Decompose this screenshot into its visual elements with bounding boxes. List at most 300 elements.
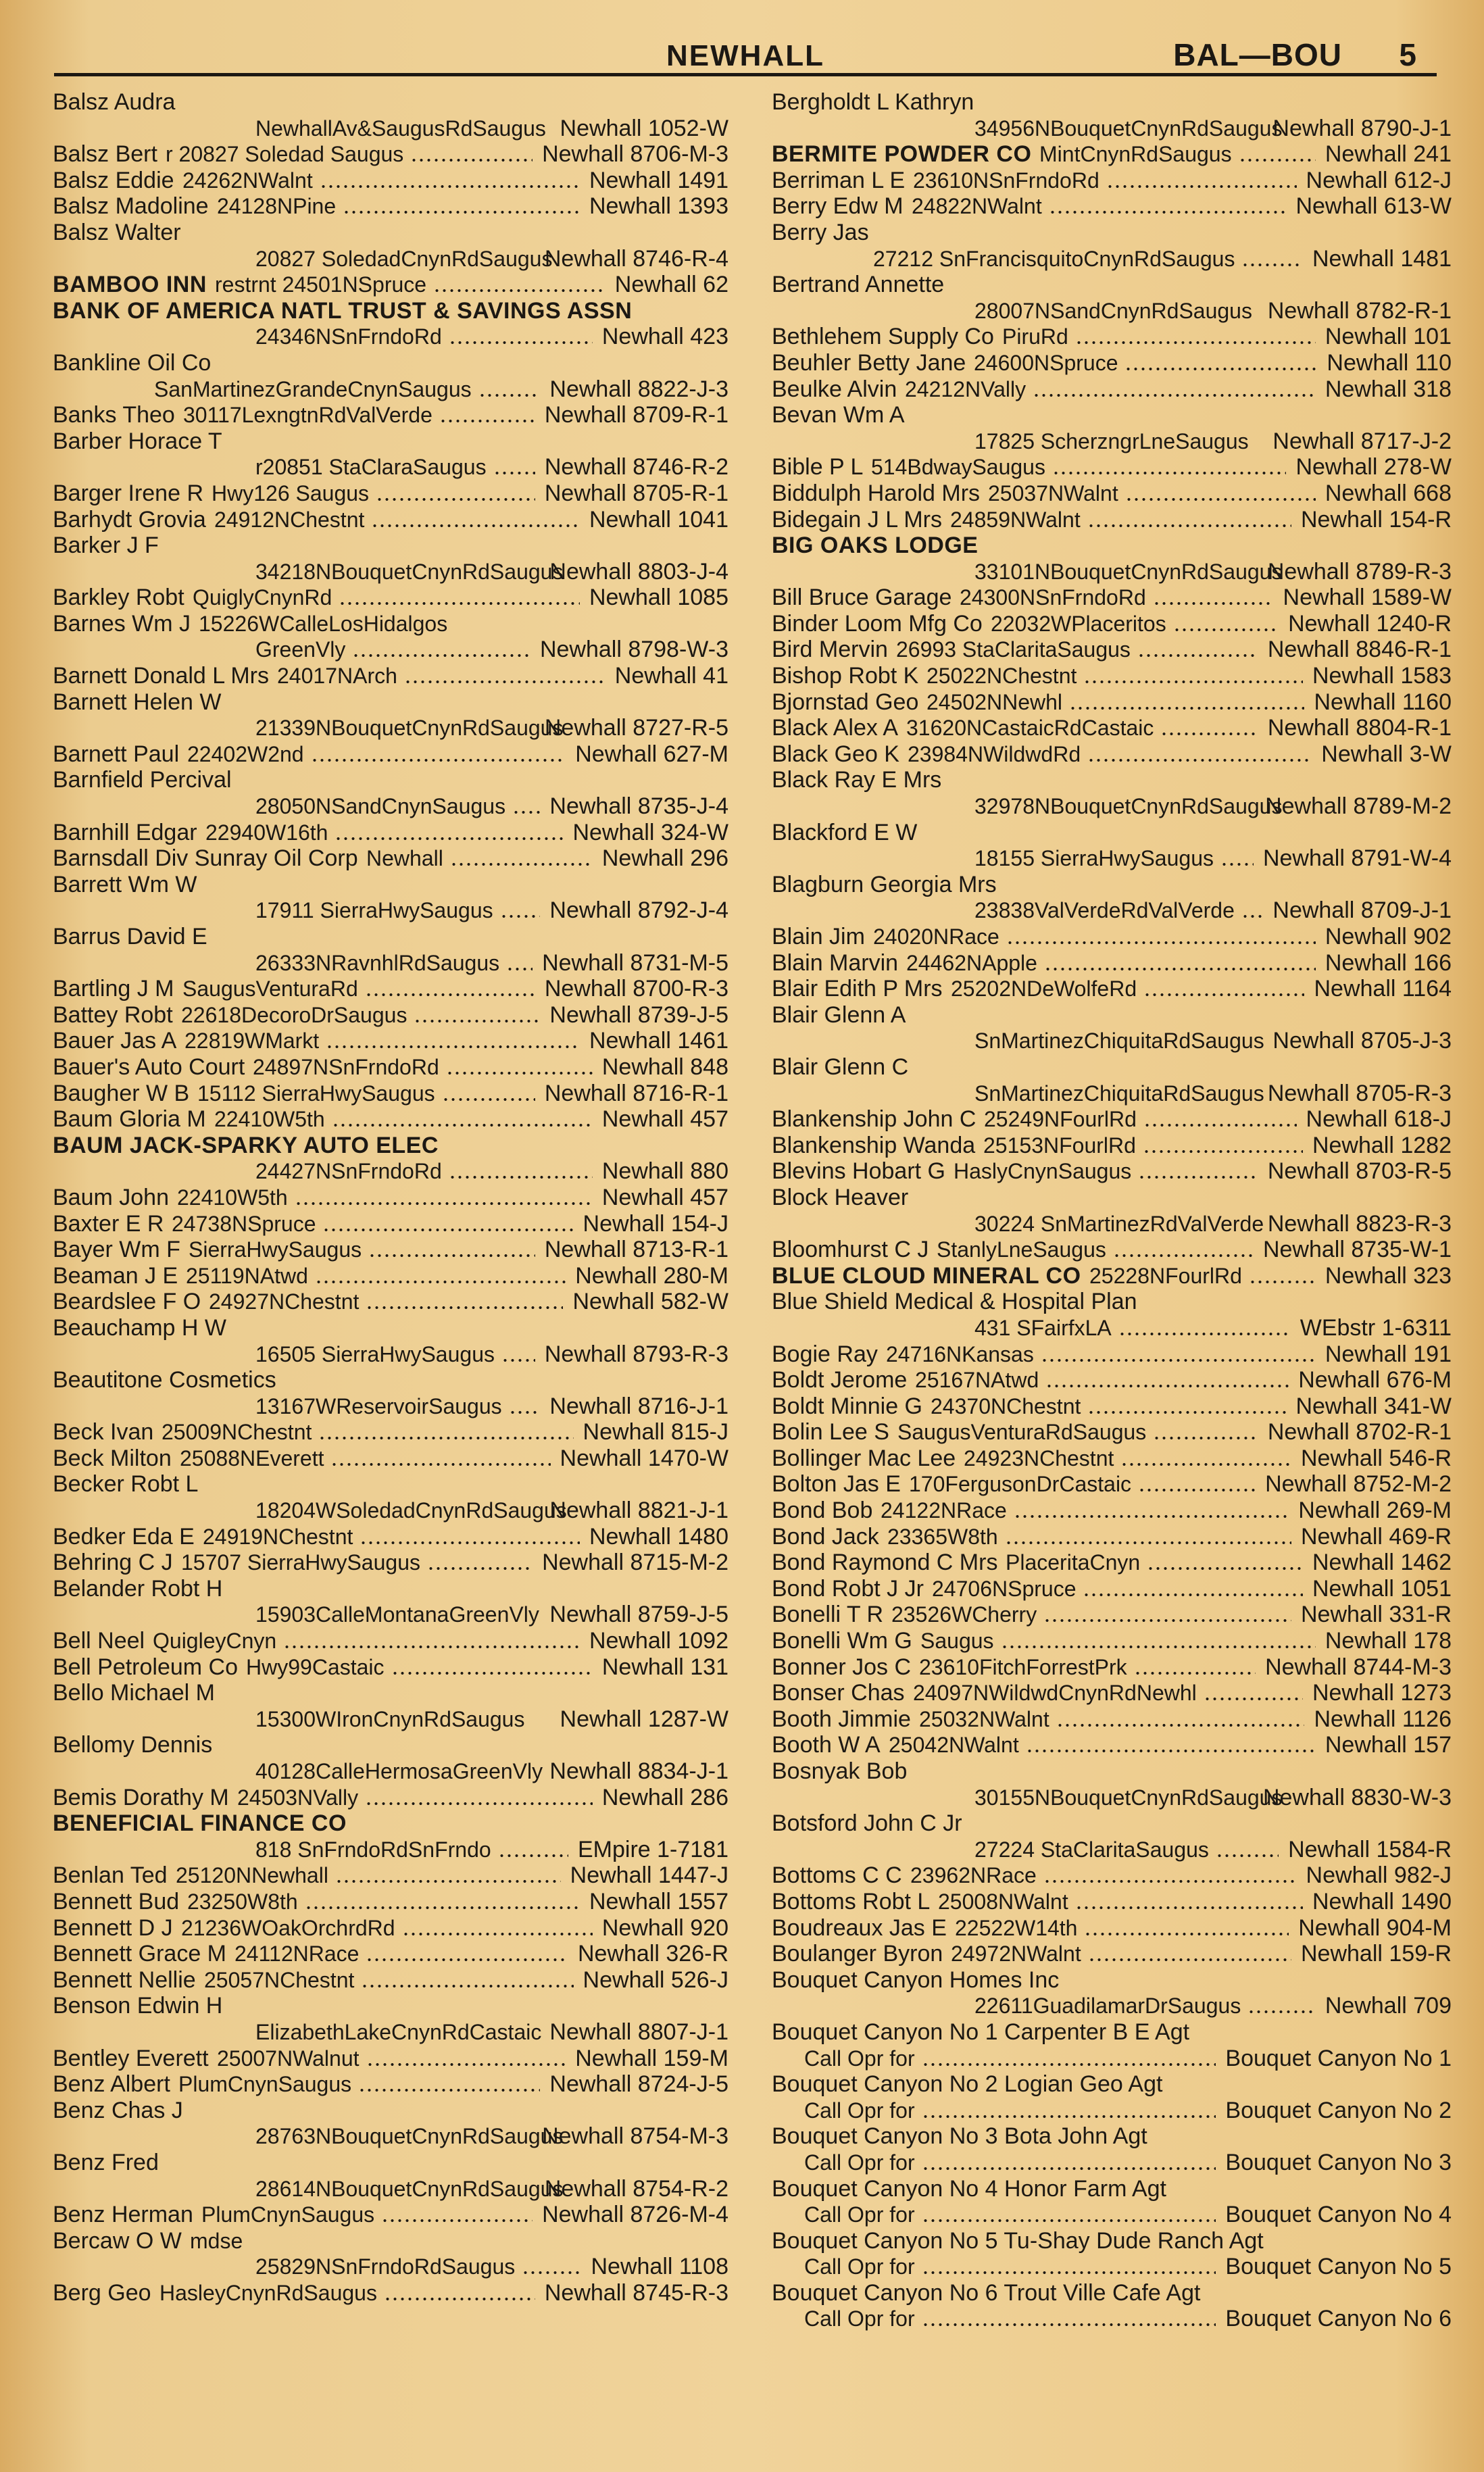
listing-name: Bishop Robt K [772,663,919,689]
leader-dots [450,863,593,866]
leader-dots [305,1906,580,1909]
listing-line [53,1862,728,1889]
listing-line [53,897,728,924]
listing-address: 15112 SierraHwySaugus [197,1081,435,1106]
listing-line [53,976,728,1002]
listing-line [53,585,728,611]
listing-line [772,1628,1452,1654]
listing-name: Bouquet Canyon No 4 Honor Farm Agt [772,2175,1166,2202]
listing-name: Balsz Bert [53,141,157,168]
leader-dots [1052,472,1286,474]
listing-line [53,872,728,898]
listing-line [53,793,728,820]
listing-phone: Newhall 1160 [1314,689,1452,715]
listing-phone: Newhall 8717-J-2 [1272,428,1452,454]
listing-line [772,1993,1452,2019]
listing-address: 24600NSpruce [974,350,1118,375]
listing-phone: Newhall 1273 [1312,1680,1452,1706]
listing-name: Benz Fred [53,2149,159,2175]
listing-phone: Newhall 8792-J-4 [549,897,728,924]
listing-name: Barker J F [53,533,159,559]
leader-dots [1220,863,1254,866]
listing-line [53,1837,728,1863]
listing-address: 24262NWalnt [182,168,313,193]
listing-name: Bennett Grace M [53,1941,227,1967]
listing-line [772,2202,1452,2228]
listing-phone: WEbstr 1-6311 [1300,1314,1452,1341]
listing-address: PlumCnynSaugus [201,2202,375,2227]
listing-line [53,2019,728,2046]
leader-dots [922,2271,1216,2274]
leader-dots [322,1229,574,1231]
listing-phone: Newhall 1490 [1312,1888,1452,1914]
listing-line [772,1028,1452,1054]
listing-name: Beautitone Cosmetics [53,1367,276,1393]
listing-phone: Newhall 8754-R-2 [544,2175,728,2202]
listing-phone: Newhall 341-W [1295,1393,1452,1419]
listing-line [772,2228,1452,2254]
leader-dots [922,2323,1216,2326]
listing-address: 23610FitchForrestPrk [919,1654,1127,1679]
listing-line [772,1654,1452,1681]
listing-name: Blair Glenn A [772,1002,906,1028]
listing-phone: Newhall 8789-R-3 [1267,558,1452,585]
listing-line [53,1810,728,1837]
listing-address: 24462NApple [906,950,1037,975]
leader-dots [1113,1254,1254,1257]
listing-line [772,2098,1452,2124]
listing-line [772,2306,1452,2332]
listing-address: 24923NChestnt [964,1445,1114,1470]
listing-line [772,1837,1452,1863]
leader-dots [1143,1150,1303,1153]
listing-phone: Newhall 8746-R-2 [544,454,728,480]
listing-address: Call Opr for [804,2098,915,2123]
listing-line [772,533,1452,559]
listing-name: Barber Horace T [53,428,222,454]
listing-line [772,976,1452,1002]
leader-dots [522,2271,581,2274]
leader-dots [295,1202,593,1205]
listing-line [772,689,1452,716]
listing-line [772,1211,1452,1237]
listing-name: Balsz Eddie [53,167,174,193]
leader-dots [1153,602,1274,605]
listing-name: Bogie Ray [772,1341,878,1367]
listing-line [772,1967,1452,1994]
listing-name: Beck Ivan [53,1419,154,1445]
leader-dots [449,1176,593,1179]
listing-line [53,2046,728,2072]
listing-line [772,1263,1452,1289]
listing-line [53,559,728,585]
leader-dots [1106,185,1297,188]
listing-line [53,1393,728,1420]
listing-address: mdse [190,2228,243,2253]
leader-dots [381,2219,533,2222]
listing-name: Barnett Helen W [53,689,222,715]
listing-name: Blair Edith P Mrs [772,976,943,1002]
listing-phone: Newhall 323 [1325,1262,1452,1289]
listing-name: Berriman L E [772,167,906,193]
listing-phone: Newhall 110 [1327,349,1452,376]
listing-address: restrnt 24501NSpruce [215,272,427,297]
listing-name: Bonser Chas [772,1680,905,1706]
leader-dots [365,1802,593,1805]
leader-dots [1241,264,1303,266]
listing-address: 23526WCherry [891,1602,1037,1627]
listing-line [53,2123,728,2150]
listing-line [772,193,1452,220]
listing-address: 25120NNewhall [176,1863,328,1888]
listing-line [53,2071,728,2098]
leader-dots [1001,1646,1316,1648]
leader-dots [315,1281,566,1283]
listing-line [53,507,728,533]
leader-dots [320,185,580,188]
listing-line [53,1628,728,1654]
listing-line [772,1498,1452,1524]
leader-dots [1006,941,1316,944]
page-number: 5 [1399,37,1416,72]
listing-phone: Newhall 8705-R-3 [1267,1080,1452,1106]
listing-name: Bollinger Mac Lee [772,1445,956,1471]
listing-name: Bond Raymond C Mrs [772,1550,998,1576]
listing-name: Bankline Oil Co [53,349,212,376]
listing-address: HasleyCnynRdSaugus [159,2280,377,2305]
listing-line [53,1028,728,1054]
listing-address: 32978NBouquetCnynRdSaugus [974,794,1283,819]
listing-phone: Newhall 618-J [1306,1106,1452,1133]
listing-line [772,89,1452,116]
listing-address: HaslyCnynSaugus [954,1159,1132,1184]
listing-name: Blagburn Georgia Mrs [772,871,997,897]
listing-line [772,1471,1452,1498]
leader-dots [478,394,540,397]
leader-dots [1216,1854,1279,1857]
listing-line [772,1915,1452,1942]
listing-address: 24212NVally [905,376,1027,401]
listing-name: Barhydt Grovia [53,506,206,533]
listing-line [53,1706,728,1733]
leader-dots [1056,1724,1304,1727]
leader-dots [1138,1176,1258,1179]
listing-line [53,1967,728,1994]
leader-dots [1044,968,1316,970]
listing-name: Benz Albert [53,2071,170,2098]
listing-name: Boldt Jerome [772,1367,908,1393]
leader-dots [512,811,540,814]
leader-dots [1041,1359,1316,1362]
leader-dots [335,837,563,840]
listing-name: Bolin Lee S [772,1419,889,1445]
listing-line [53,141,728,168]
leader-dots [1143,993,1304,996]
listing-phone: Newhall 582-W [572,1289,728,1315]
listing-name: Bentley Everett [53,2045,209,2071]
leader-dots [506,968,533,970]
listing-line [772,272,1452,298]
listing-name: Bouquet Canyon Homes Inc [772,1967,1060,1993]
listing-name: Bedker Eda E [53,1523,195,1550]
leader-dots [1087,759,1312,762]
listing-address: 21339NBouquetCnynRdSaugus [255,716,564,741]
listing-line [53,689,728,716]
listing-phone: Newhall 157 [1325,1732,1452,1758]
listing-business-name: BANK OF AMERICA NATL TRUST & SAVINGS ASSN [53,297,633,324]
listing-address: 23838ValVerdeRdValVerde [974,898,1235,923]
listing-phone: Newhall 1092 [589,1628,728,1654]
listing-name: Blair Glenn C [772,1054,909,1080]
listing-phone: Newhall 8716-R-1 [544,1080,728,1106]
listing-address: 170FergusonDrCastaic [909,1472,1132,1497]
listing-line [53,950,728,977]
listing-line [772,2046,1452,2072]
listing-phone: Newhall 8705-J-3 [1272,1028,1452,1054]
listing-phone: Newhall 1287-W [560,1706,728,1732]
leader-dots [410,159,533,162]
listing-address: 24927NChestnt [209,1289,360,1314]
leader-dots [1173,628,1279,631]
listing-name: Beulke Alvin [772,376,897,402]
leader-dots [330,1463,551,1466]
listing-name: Bellomy Dennis [53,1732,213,1758]
leader-dots [1118,1333,1291,1335]
listing-line [53,767,728,793]
listing-line [53,1237,728,1263]
listing-line [772,1445,1452,1472]
listing-line [772,872,1452,898]
listing-phone: Newhall 1108 [591,2254,728,2280]
listing-line [772,1680,1452,1706]
listing-address: 17911 SierraHwySaugus [255,898,493,923]
listing-line [772,507,1452,533]
leader-dots [368,1254,535,1257]
leader-dots [433,289,605,292]
listing-phone: Newhall 8735-W-1 [1262,1237,1452,1263]
listing-line [53,2176,728,2202]
listing-phone: Newhall 1461 [589,1028,728,1054]
listing-address: SaugusVenturaRd [182,977,358,1002]
listing-phone: Newhall 8790-J-1 [1272,115,1452,141]
listing-line [772,637,1452,663]
listing-line [772,845,1452,872]
listing-line [772,924,1452,950]
listing-phone: Newhall 880 [601,1158,728,1185]
listing-line [772,1054,1452,1081]
listing-name: Bonelli Wm G [772,1628,912,1654]
listing-line [772,820,1452,846]
listing-line [53,193,728,220]
listing-name: Bouquet Canyon No 5 Tu-Shay Dude Ranch Agt [772,2227,1264,2254]
listing-line [53,1758,728,1785]
listing-line [772,168,1452,194]
listing-name: Bercaw O W [53,2227,182,2254]
listing-line [772,1341,1452,1368]
listing-phone: Newhall 546-R [1301,1445,1452,1471]
listing-line [53,1002,728,1029]
listing-phone: Newhall 8791-W-4 [1262,845,1452,872]
listing-line [772,2176,1452,2202]
listing-address: 25249NFourlRd [984,1107,1137,1132]
leader-dots [360,1541,580,1544]
listing-address: 24020NRace [873,924,999,949]
listing-address: 24503NVally [237,1785,359,1810]
listing-line [772,2150,1452,2176]
leader-dots [427,1567,533,1570]
listing-line [772,1289,1452,1315]
listing-name: Bello Michael M [53,1680,215,1706]
listing-name: Beck Milton [53,1445,172,1471]
listing-line [53,1054,728,1081]
listing-name: Bottoms Robt L [772,1888,931,1914]
listing-name: Berg Geo [53,2279,151,2306]
listing-name: Behring C J [53,1550,173,1576]
listing-line [772,402,1452,428]
leader-dots [371,524,580,527]
listing-address: 24017NArch [277,664,397,689]
listing-name: Block Heaver [772,1184,909,1210]
listing-name: Balsz Audra [53,89,176,115]
listing-line [53,533,728,559]
listing-address: 25042NWalnt [889,1733,1019,1758]
listing-name: Banks Theo [53,402,175,428]
listing-phone: Newhall 318 [1325,376,1452,402]
listing-address: Hwy99Castaic [246,1654,385,1679]
listing-phone: Newhall 296 [601,845,728,872]
leader-dots [1075,1906,1303,1909]
listing-address: Call Opr for [804,2254,915,2279]
listing-address: 23984NWildwdRd [908,741,1081,766]
listing-line [53,402,728,428]
listing-line [772,1785,1452,1811]
listing-phone: Newhall 1470-W [560,1445,728,1471]
listing-phone: Newhall 269-M [1298,1498,1452,1524]
listing-line [772,350,1452,376]
listing-phone: Bouquet Canyon No 4 [1225,2202,1452,2228]
listing-address: 25153NFourlRd [983,1133,1136,1158]
listing-line [772,1106,1452,1133]
listing-address: 20827 SoledadCnynRdSaugus [255,246,553,271]
leader-dots [335,1880,561,1883]
listing-line [772,1133,1452,1159]
leader-dots [501,1359,535,1362]
listing-name: Boudreaux Jas E [772,1914,947,1941]
listing-address: 24859NWalnt [950,507,1081,532]
leader-dots [1125,498,1316,501]
listing-line [53,220,728,246]
listing-phone: Newhall 612-J [1306,167,1452,193]
listing-line [772,1081,1452,1107]
listing-phone: Newhall 101 [1325,324,1452,350]
leader-dots [384,2298,535,2300]
listing-name: Berry Jas [772,219,869,245]
listing-phone: Newhall 1052-W [560,115,728,141]
listing-line [772,559,1452,585]
listing-address: 23962NRace [910,1863,1037,1888]
listing-name: Bonelli T R [772,1602,884,1628]
listing-line [772,1419,1452,1445]
listing-name: Black Geo K [772,741,899,767]
listing-address: 22032WPlaceritos [991,611,1166,636]
listing-line [53,2098,728,2124]
header-town: NEWHALL [666,39,824,72]
listing-address: SnMartinezChiquitaRdSaugus [974,1081,1264,1106]
leader-dots [318,1437,574,1439]
listing-phone: Bouquet Canyon No 6 [1225,2306,1452,2332]
leader-dots [339,602,580,605]
listing-address: 26333NRavnhlRdSaugus [255,950,500,975]
listing-line [53,246,728,272]
leader-dots [1247,2010,1316,2013]
listing-address: 24716NKansas [886,1341,1034,1366]
listing-phone: Bouquet Canyon No 5 [1225,2254,1452,2280]
leader-dots [366,2063,566,2066]
listing-line [53,924,728,950]
listing-address: 24897NSnFrndoRd [253,1054,439,1079]
listing-address: 24370NChestnt [931,1393,1081,1418]
leader-dots [402,1933,593,1935]
listing-address: SaugusVenturaRdSaugus [897,1420,1147,1445]
listing-address: Hwy126 Saugus [212,480,370,505]
listing-address: 24912NChestnt [214,507,365,532]
listing-address: 24706NSpruce [932,1576,1077,1601]
listing-line [772,1941,1452,1967]
leader-dots [1083,681,1303,683]
listing-business-name: BLUE CLOUD MINERAL CO [772,1262,1081,1289]
listing-address: 31620NCastaicRdCastaic [906,716,1154,741]
listing-name: Barnett Paul [53,741,180,767]
listing-name: Bennett Bud [53,1888,180,1914]
listing-name: Beardslee F O [53,1289,201,1315]
listing-phone: Newhall 241 [1325,141,1452,168]
listing-phone: Newhall 8823-R-3 [1267,1210,1452,1237]
listing-name: Berry Edw M [772,193,904,220]
listing-phone: Bouquet Canyon No 2 [1225,2097,1452,2123]
listing-phone: Newhall 1491 [589,167,728,193]
listing-name: Bouquet Canyon No 3 Bota John Agt [772,2123,1147,2150]
leader-dots [1120,1463,1291,1466]
listing-line [53,168,728,194]
listing-line [772,897,1452,924]
listing-phone: Newhall 8793-R-3 [544,1341,728,1367]
listing-address: MintCnynRdSaugus [1039,142,1232,167]
listing-line [772,2254,1452,2280]
listing-line [53,1419,728,1445]
listing-line [53,663,728,689]
listing-line [53,1732,728,1758]
listing-address: SnMartinezChiquitaRdSaugus [974,1029,1264,1054]
listing-phone: Newhall 8804-R-1 [1267,715,1452,741]
listing-phone: Newhall 1462 [1312,1550,1452,1576]
listing-address: 24822NWalnt [912,194,1042,219]
listing-phone: Newhall 526-J [583,1967,728,1993]
listing-address: 28050NSandCnynSaugus [255,794,506,819]
listing-address: 431 SFairfxLA [974,1315,1112,1340]
leader-dots [1087,1411,1286,1414]
listing-name: Benz Chas J [53,2097,183,2123]
listing-address: 15707 SierraHwySaugus [181,1550,420,1575]
listing-address: Newhall [366,846,443,871]
listing-address: 40128CalleHermosaGreenVly [255,1759,543,1783]
listing-phone: Bouquet Canyon No 3 [1225,2149,1452,2175]
listing-line [772,1810,1452,1837]
listing-address: 22402W2nd [187,741,304,766]
listing-line [53,1106,728,1133]
listing-phone: Newhall 166 [1325,949,1452,976]
listing-name: Bouquet Canyon No 6 Trout Ville Cafe Agt [772,2279,1201,2306]
listing-address: 21236WOakOrchrdRd [181,1915,395,1940]
